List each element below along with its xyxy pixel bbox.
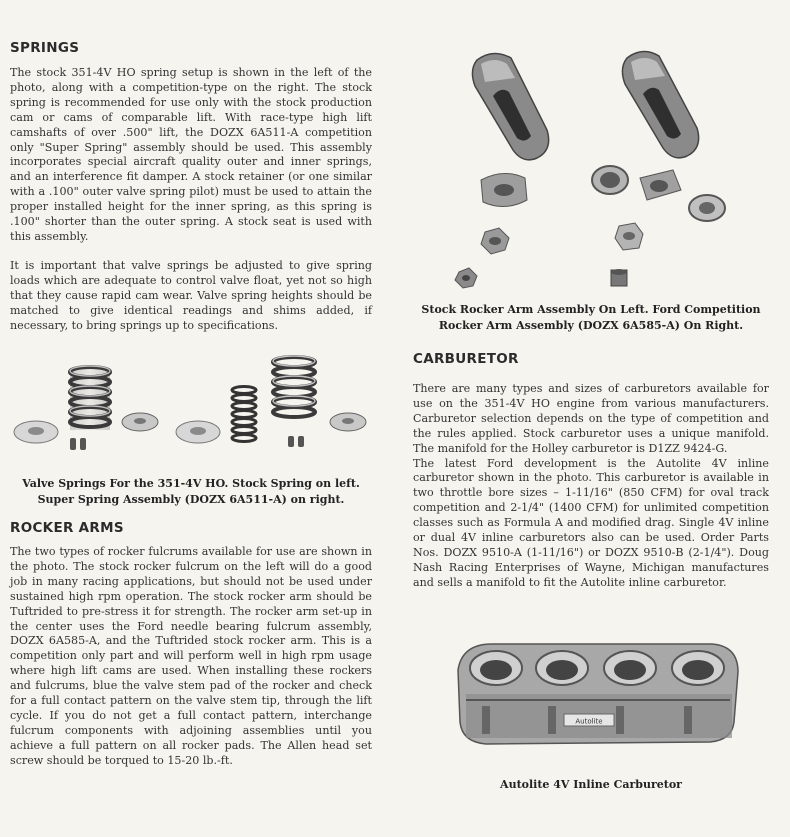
carburetor-paragraph-2: The latest Ford development is the Autolite 4V inline carburetor shown in the photo. This carburetor is available in two throttle bore sizes – 1-11/16" (850 CFM) for oval track competition and 2-1/4" (1400 CFM) for unlimited competition classes such as Formula A and modified drag. Single 4V inline or dual 4V inline carburetors also can be used. Order Parts Nos. DOZX 9510-A (1-11/16") or DOZX 9510-B (2-1/4"). Doug Nash Racing Enterprises of Wayne, Michigan manufactures and sells a manifold to fit the Autolite inline carburetor. — [413, 456, 769, 589]
rocker-arms-section — [10, 520, 372, 769]
valve-springs-caption-line-1: Valve Springs For the 351-4V HO. Stock Spring on left. — [22, 477, 360, 490]
rocker-arm-caption-line-2: Rocker Arm Assembly (DOZX 6A585-A) On Right. — [438, 319, 744, 332]
carburetor-paragraph-1: There are many types and sizes of carburetors available for use on the 351-4V HO engine from various manufacturers. Carburetor selection depends on the type of competition and the rules applied. Stock carburetor uses a unique manifold. The manifold for the Holley carburetor is D1ZZ 9424-G. — [413, 382, 769, 455]
rocker-arm-photo — [445, 40, 745, 295]
carburetor-caption: Autolite 4V Inline Carburetor — [500, 778, 682, 791]
valve-springs-caption-line-2: Super Spring Assembly (DOZX 6A511-A) on right. — [37, 493, 345, 506]
carburetor-heading: CARBURETOR — [413, 351, 519, 367]
rocker-arms-paragraph: The two types of rocker fulcrums available for use are shown in the photo. The stock rocker fulcrum on the left will do a good job in many racing applications, but should not be used under sustained high rpm operation. The stock rocker arm should be Tuftrided to pre-stress it for strength. The rocker arm set-up in the center uses the Ford needle bearing fulcrum assembly, DOZX 6A585-A, and the Tuftrided stock rocker arm. This is a competition only part and will perform well in high rpm usage where high lift cams are used. When installing these rockers and fulcrums, blue the valve stem pad of the rocker and check for a full contact pattern on the valve stem tip, through the lift cycle. If you do not get a full contact pattern, interchange fulcrum components with adjoining assemblies until you achieve a full pattern on all rocker pads. The Allen head set screw should be torqued to 15-20 lb.-ft. — [10, 545, 372, 767]
springs-heading: SPRINGS — [10, 40, 80, 56]
left-column — [10, 40, 372, 333]
valve-springs-photo — [8, 350, 378, 460]
carburetor-nameplate: Autolite — [575, 717, 603, 726]
carburetor-photo — [452, 630, 744, 758]
springs-paragraph-1: The stock 351-4V HO spring setup is shown in the left of the photo, along with a competition-type on the right. The stock spring is recommended for use only with the stock production cam or cams of comparable lift. With race-type high lift camshafts of over .500" lift, the DOZX 6A511-A competition only "Super Spring" assembly should be used. This assembly incorporates special aircraft quality outer and inner springs, and an interference fit damper. A stock retainer (or one similar with a .100" outer valve spring pilot) must be used to attain the proper installed height for the inner spring, as this spring is .100" shorter than the outer spring. A stock seat is used with this assembly. — [10, 66, 372, 243]
rocker-arm-caption-line-1: Stock Rocker Arm Assembly On Left. Ford Competition — [421, 303, 761, 316]
rocker-arm-caption — [410, 302, 772, 334]
carburetor-section — [413, 351, 769, 591]
valve-springs-caption — [10, 476, 372, 508]
springs-paragraph-2: It is important that valve springs be adjusted to give spring loads which are adequate to control valve float, yet not so high that they cause rapid cam wear. Valve spring heights should be matched to give identical readings and shims added, if necessary, to bring springs up to specifications. — [10, 258, 372, 332]
rocker-arms-heading: ROCKER ARMS — [10, 520, 124, 536]
